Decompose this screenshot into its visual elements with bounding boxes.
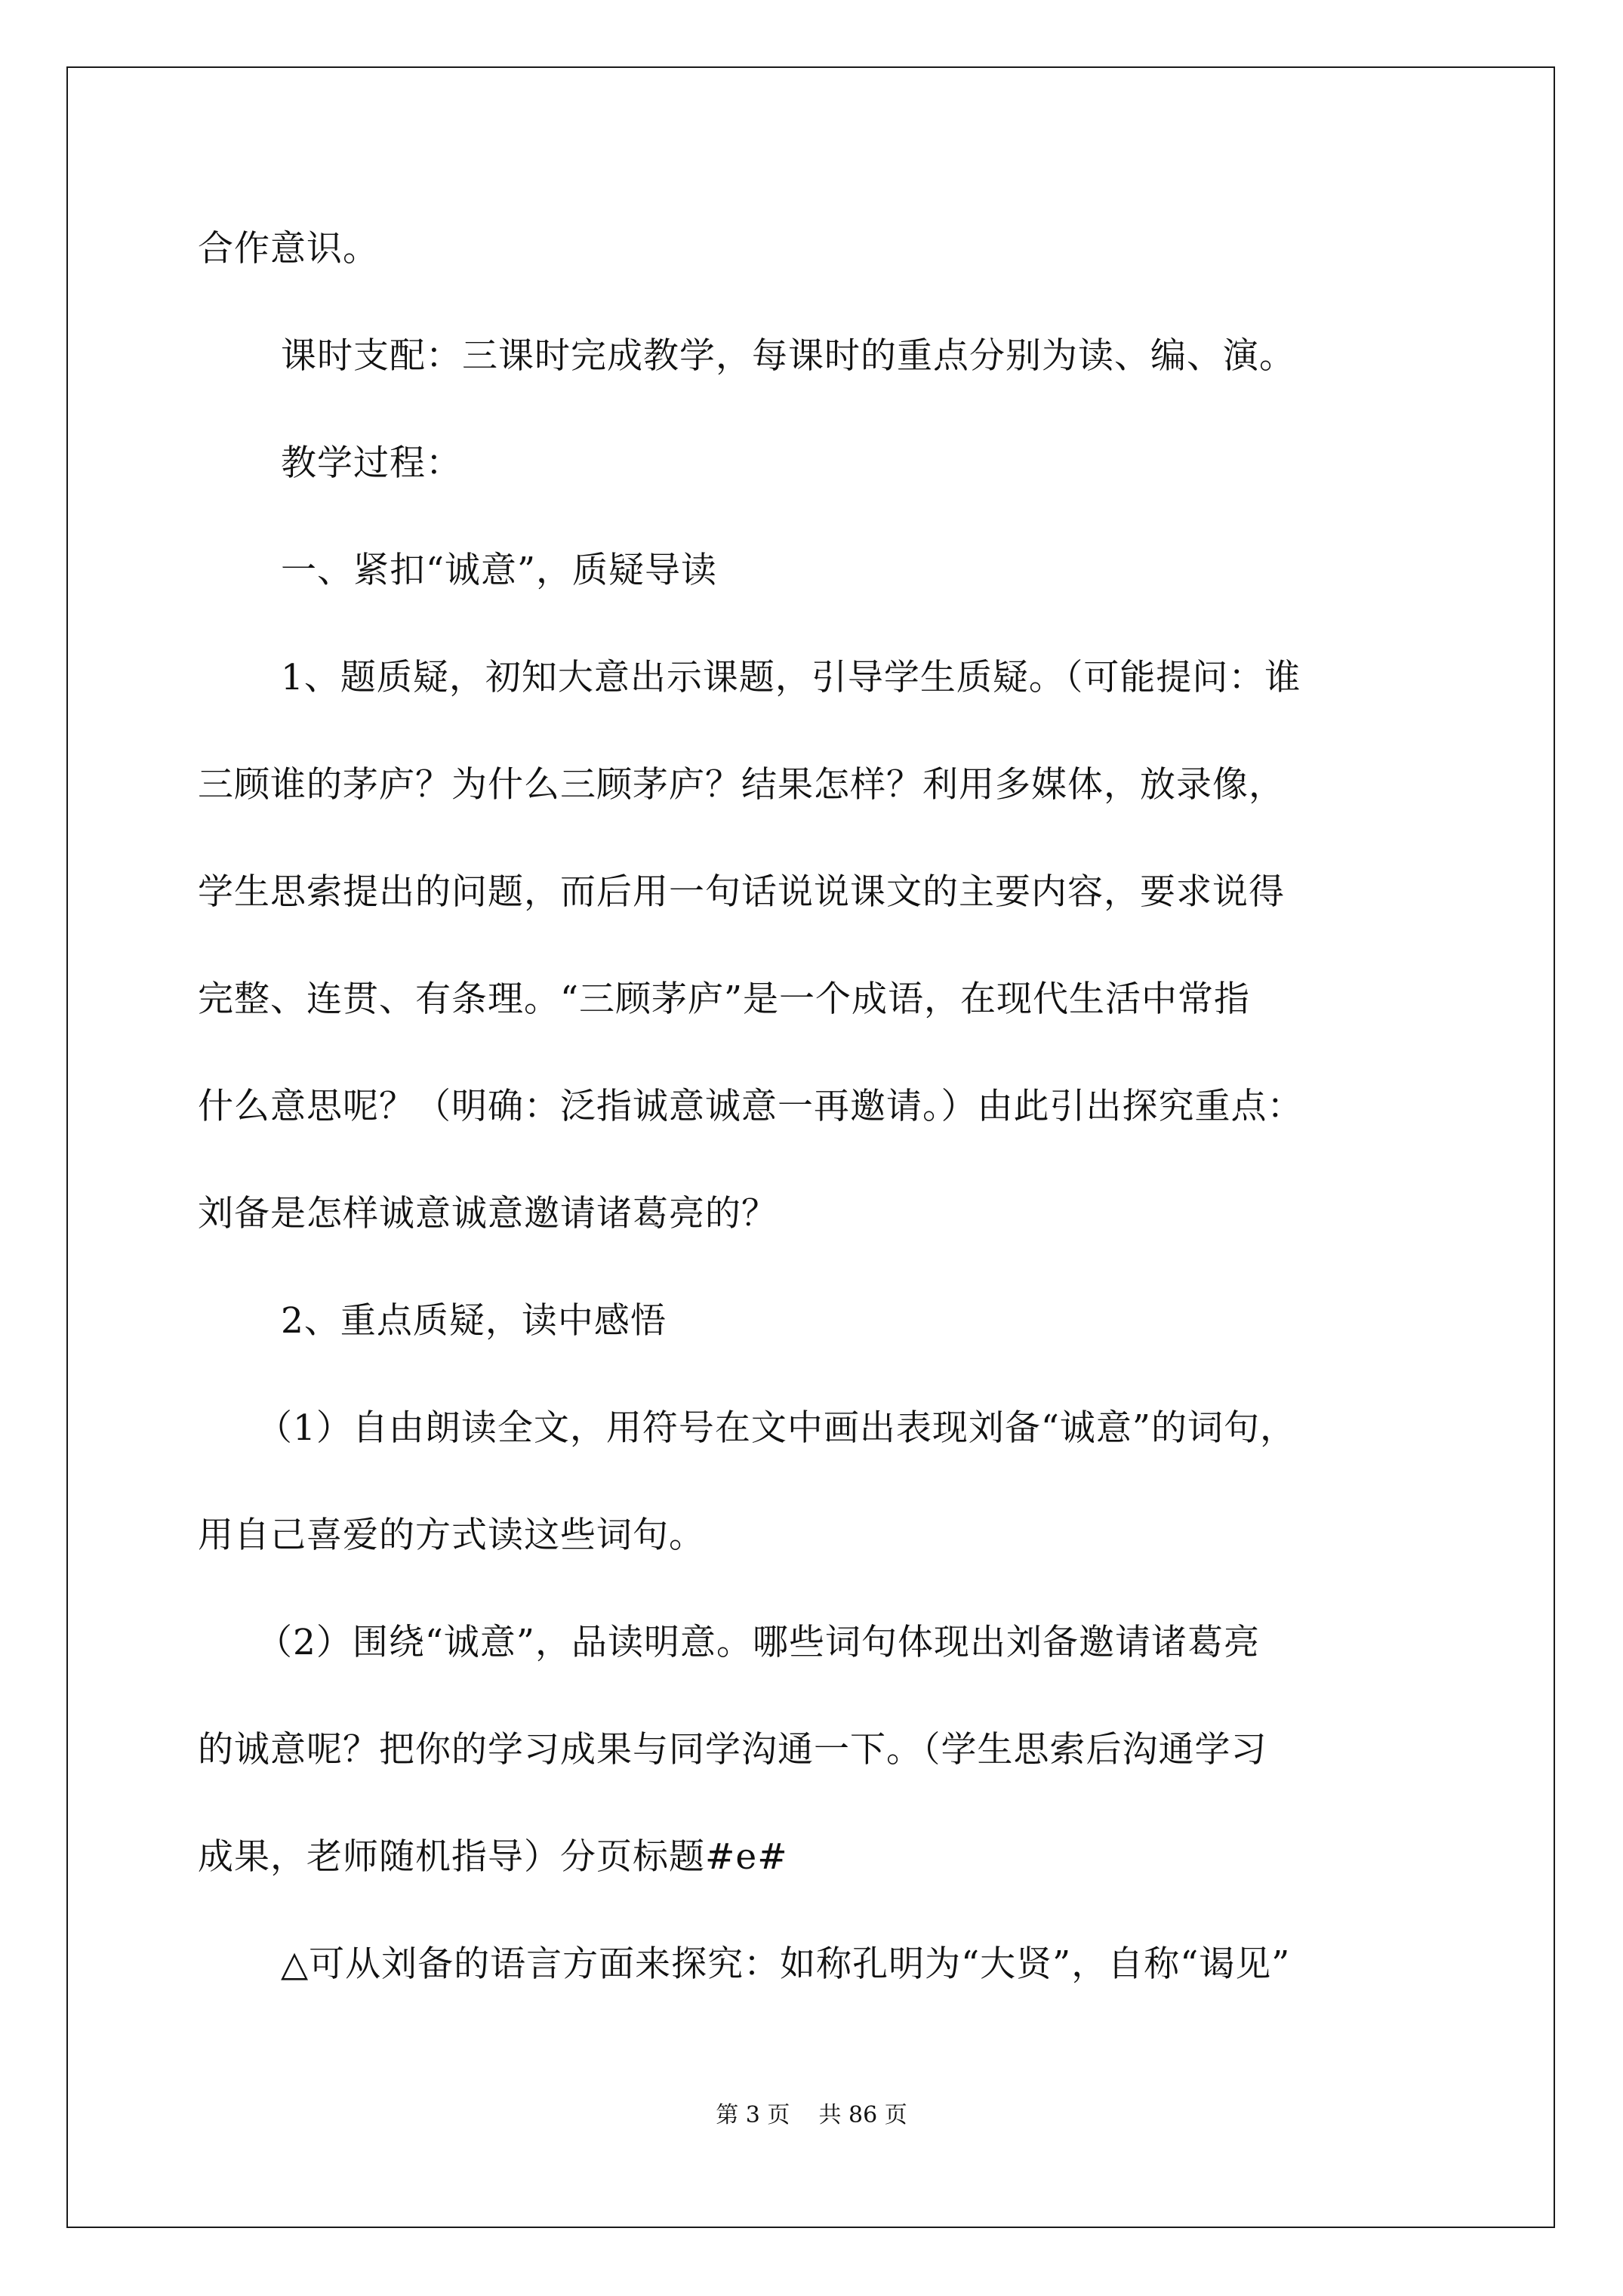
- text-line: 完整、连贯、有条理。“三顾茅庐”是一个成语，在现代生活中常指: [198, 978, 1251, 1020]
- text-line: 的诚意呢？把你的学习成果与同学沟通一下。（学生思索后沟通学习: [198, 1729, 1267, 1771]
- text-line: 1、题质疑，初知大意出示课题，引导学生质疑。（可能提问：谁: [281, 657, 1301, 698]
- text-line: （2）围绕“诚意”，品读明意。哪些词句体现出刘备邀请诸葛亮: [257, 1622, 1260, 1663]
- subsection-heading: 2、重点质疑，读中感悟: [281, 1300, 667, 1342]
- text-line: △可从刘备的语言方面来探究：如称孔明为“大贤”，自称“谒见”: [281, 1943, 1291, 1985]
- section-heading: 一、紧扣“诚意”，质疑导读: [281, 550, 718, 591]
- page-number-footer: 第 3 页 共 86 页: [716, 2102, 907, 2128]
- text-line: （1）自由朗读全文，用符号在文中画出表现刘备“诚意”的词句，: [257, 1407, 1296, 1449]
- text-line: 成果，老师随机指导）分页标题#e#: [198, 1836, 788, 1878]
- text-line: 什么意思呢？（明确：泛指诚意诚意一再邀请。）由此引出探究重点：: [198, 1086, 1304, 1127]
- text-line: 合作意识。: [198, 228, 379, 270]
- text-line: 刘备是怎样诚意诚意邀请诸葛亮的？: [198, 1193, 778, 1234]
- text-line: 三顾谁的茅庐？为什么三顾茅庐？结果怎样？利用多媒体，放录像，: [198, 764, 1285, 806]
- text-line: 教学过程：: [281, 442, 462, 484]
- page-border: [66, 66, 1555, 2228]
- text-line: 课时支配：三课时完成教学，每课时的重点分别为读、编、演。: [281, 335, 1295, 377]
- text-line: 用自己喜爱的方式读这些词句。: [198, 1515, 705, 1556]
- text-line: 学生思索提出的问题，而后用一句话说说课文的主要内容，要求说得: [198, 871, 1285, 913]
